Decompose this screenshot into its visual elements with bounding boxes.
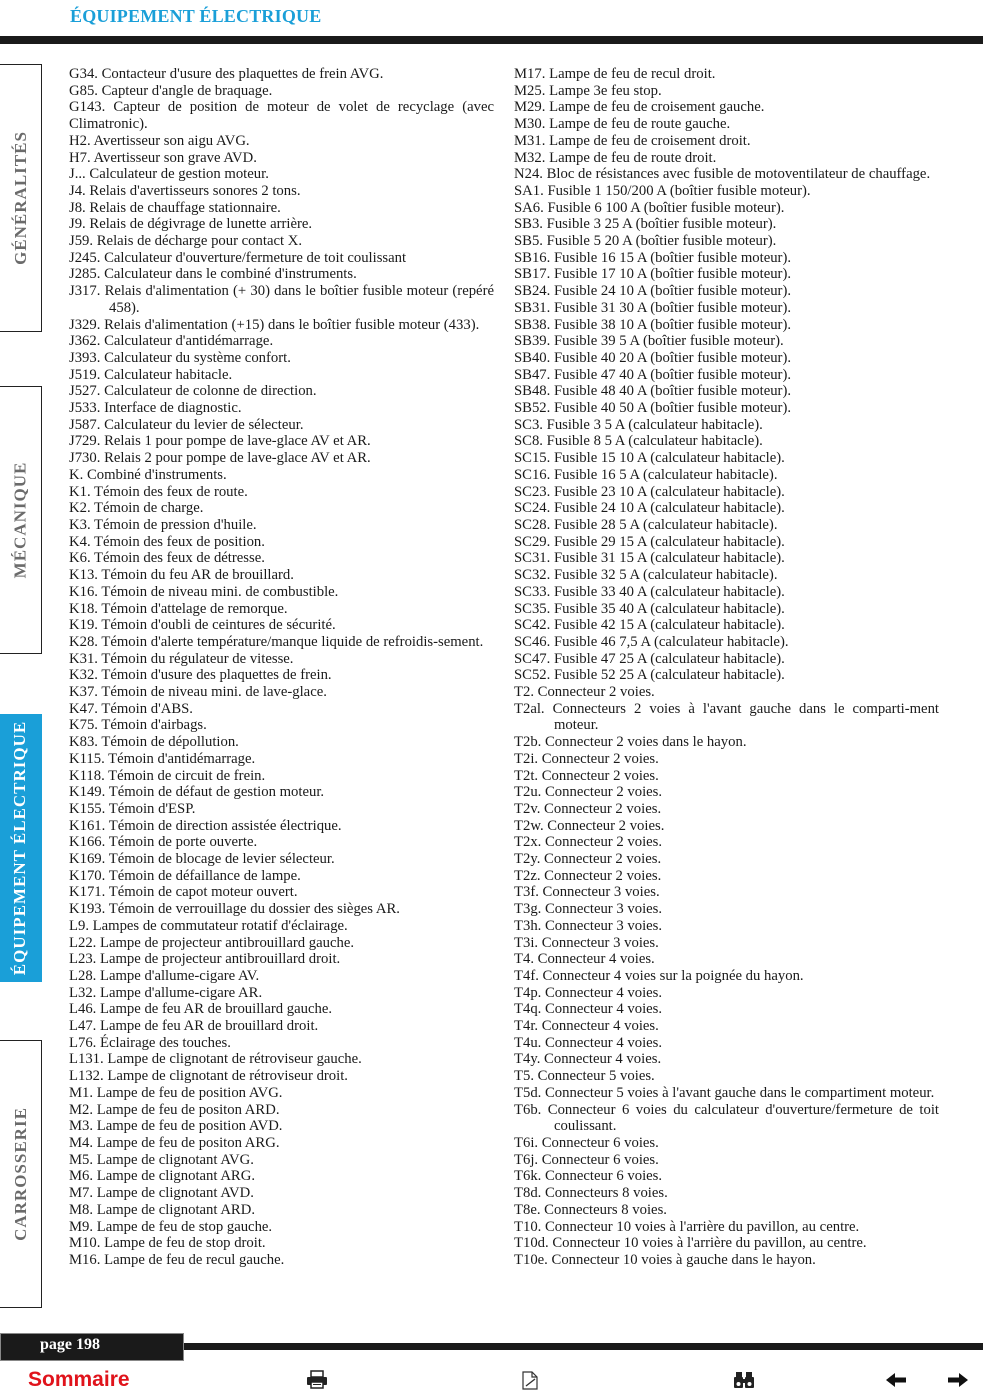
- legend-entry: T3f. Connecteur 3 voies.: [514, 884, 660, 901]
- legend-entry: T10e. Connecteur 10 voies à gauche dans le hayon.: [514, 1251, 816, 1268]
- legend-entry: K118. Témoin de circuit de frein.: [69, 767, 266, 784]
- legend-entry: J362. Calculateur d'antidémarrage.: [69, 333, 274, 350]
- legend-entry: T2i. Connecteur 2 voies.: [514, 750, 659, 767]
- legend-entry: T2y. Connecteur 2 voies.: [514, 851, 662, 868]
- legend-entry: K37. Témoin de niveau mini. de lave-glace.: [69, 684, 327, 701]
- legend-entry: J285. Calculateur dans le combiné d'instruments.: [69, 266, 357, 283]
- legend-entry: K155. Témoin d'ESP.: [69, 800, 196, 817]
- legend-entry: K170. Témoin de défaillance de lampe.: [69, 867, 301, 884]
- legend-entry: T4y. Connecteur 4 voies.: [514, 1051, 662, 1068]
- legend-entry: L22. Lampe de projecteur antibrouillard gauche.: [69, 934, 355, 951]
- legend-entry: SC32. Fusible 32 5 A (calculateur habitacle).: [514, 567, 778, 584]
- legend-entry: SC16. Fusible 16 5 A (calculateur habitacle).: [514, 466, 778, 483]
- legend-entry: L132. Lampe de clignotant de rétroviseur droit.: [69, 1068, 348, 1085]
- arrow-right-icon[interactable]: [946, 1370, 970, 1390]
- legend-entry: SC33. Fusible 33 40 A (calculateur habitacle).: [514, 583, 785, 600]
- legend-entry: J59. Relais de décharge pour contact X.: [69, 233, 303, 250]
- legend-entry: L47. Lampe de feu AR de brouillard droit.: [69, 1018, 319, 1035]
- legend-entry: K83. Témoin de dépollution.: [69, 734, 239, 751]
- legend-entry: M8. Lampe de clignotant ARD.: [69, 1201, 256, 1218]
- legend-entry: G85. Capteur d'angle de braquage.: [69, 82, 273, 99]
- legend-entry: T6k. Connecteur 6 voies.: [514, 1168, 663, 1185]
- legend-entry: SB5. Fusible 5 20 A (boîtier fusible moteur).: [514, 233, 777, 250]
- legend-entry: SB47. Fusible 47 40 A (boîtier fusible moteur).: [514, 366, 792, 383]
- legend-entry: K6. Témoin des feux de détresse.: [69, 550, 265, 567]
- legend-entry: K. Combiné d'instruments.: [69, 466, 227, 483]
- legend-entry: K149. Témoin de défaut de gestion moteur.: [69, 784, 325, 801]
- legend-entry: SC15. Fusible 15 10 A (calculateur habitacle).: [514, 450, 785, 467]
- print-icon[interactable]: [305, 1370, 329, 1390]
- legend-entry: G143. Capteur de position de moteur de volet de recyclage (avec Climatronic).: [69, 99, 494, 133]
- legend-entry: SB39. Fusible 39 5 A (boîtier fusible moteur).: [514, 333, 784, 350]
- legend-entry: J729. Relais 1 pour pompe de lave-glace AV et AR.: [69, 433, 371, 450]
- legend-entry: SC3. Fusible 3 5 A (calculateur habitacle).: [514, 416, 763, 433]
- legend-entry: T10. Connecteur 10 voies à l'arrière du pavillon, au centre.: [514, 1218, 860, 1235]
- legend-entry: M1. Lampe de feu de position AVG.: [69, 1084, 283, 1101]
- legend-entry: K19. Témoin d'oubli de ceintures de sécurité.: [69, 617, 336, 634]
- legend-entry: G34. Contacteur d'usure des plaquettes de frein AVG.: [69, 66, 384, 82]
- legend-entry: N24. Bloc de résistances avec fusible de motoventilateur de chauffage.: [514, 166, 931, 183]
- legend-entry: L28. Lampe d'allume-cigare AV.: [69, 967, 260, 984]
- legend-entry: SB16. Fusible 16 15 A (boîtier fusible moteur).: [514, 249, 792, 266]
- legend-entry: SC52. Fusible 52 25 A (calculateur habitacle).: [514, 667, 785, 684]
- legend-entry: J533. Interface de diagnostic.: [69, 400, 242, 417]
- tab-generalites-label: GÉNÉRALITÉS: [10, 131, 30, 265]
- legend-entry: L9. Lampes de commutateur rotatif d'éclairage.: [69, 917, 348, 934]
- legend-entry: SB48. Fusible 48 40 A (boîtier fusible moteur).: [514, 383, 792, 400]
- legend-entry: J730. Relais 2 pour pompe de lave-glace AV et AR.: [69, 450, 371, 467]
- section-title: ÉQUIPEMENT ÉLECTRIQUE: [70, 6, 322, 26]
- legend-entry: K4. Témoin des feux de position.: [69, 533, 265, 550]
- legend-entry: T8e. Connecteurs 8 voies.: [514, 1201, 667, 1218]
- legend-entry: SB17. Fusible 17 10 A (boîtier fusible moteur).: [514, 266, 792, 283]
- legend-entry: SB24. Fusible 24 10 A (boîtier fusible moteur).: [514, 283, 792, 300]
- legend-entry: K16. Témoin de niveau mini. de combustible.: [69, 583, 339, 600]
- legend-entry: L23. Lampe de projecteur antibrouillard droit.: [69, 951, 341, 968]
- top-divider-bar: [0, 36, 983, 44]
- legend-entry: K47. Témoin d'ABS.: [69, 700, 193, 717]
- legend-entry: SB40. Fusible 40 20 A (boîtier fusible moteur).: [514, 349, 792, 366]
- legend-entry: K75. Témoin d'airbags.: [69, 717, 207, 734]
- legend-entry: K115. Témoin d'antidémarrage.: [69, 750, 256, 767]
- legend-entry: M4. Lampe de feu de positon ARG.: [69, 1135, 280, 1151]
- legend-entry: T6j. Connecteur 6 voies.: [514, 1151, 659, 1168]
- legend-entry: SC23. Fusible 23 10 A (calculateur habitacle).: [514, 483, 785, 500]
- legend-entry: J8. Relais de chauffage stationnaire.: [69, 199, 281, 216]
- legend-entry: SC35. Fusible 35 40 A (calculateur habitacle).: [514, 600, 785, 617]
- legend-entry: M16. Lampe de feu de recul gauche.: [69, 1251, 285, 1268]
- legend-entry: T4u. Connecteur 4 voies.: [514, 1034, 663, 1051]
- legend-entry: SC42. Fusible 42 15 A (calculateur habitacle).: [514, 617, 785, 634]
- legend-entry: T5. Connecteur 5 voies.: [514, 1068, 655, 1085]
- legend-entry: SC46. Fusible 46 7,5 A (calculateur habitacle).: [514, 633, 789, 650]
- legend-entry: J4. Relais d'avertisseurs sonores 2 tons.: [69, 182, 301, 199]
- legend-entry: J... Calculateur de gestion moteur.: [69, 166, 269, 183]
- legend-entry: T2z. Connecteur 2 voies.: [514, 867, 662, 884]
- legend-entry: J519. Calculateur habitacle.: [69, 366, 233, 383]
- legend-entry: K18. Témoin d'attelage de remorque.: [69, 600, 288, 617]
- legend-column-left: [69, 66, 494, 1269]
- legend-entry: T4. Connecteur 4 voies.: [514, 951, 655, 968]
- legend-entry: T2. Connecteur 2 voies.: [514, 684, 655, 701]
- tab-carrosserie[interactable]: [0, 1040, 42, 1308]
- legend-entry: K32. Témoin d'usure des plaquettes de frein.: [69, 667, 332, 684]
- legend-entry: M30. Lampe de feu de route gauche.: [514, 116, 731, 133]
- legend-entry: T2al. Connecteurs 2 voies à l'avant gauche dans le comparti-ment moteur.: [514, 700, 939, 734]
- legend-entry: J587. Calculateur du levier de sélecteur.: [69, 416, 304, 433]
- document-icon[interactable]: [518, 1370, 542, 1390]
- legend-entry: M29. Lampe de feu de croisement gauche.: [514, 99, 765, 116]
- legend-entry: J245. Calculateur d'ouverture/fermeture de toit coulissant: [69, 249, 407, 266]
- legend-entry: T2u. Connecteur 2 voies.: [514, 784, 663, 801]
- legend-entry: T3h. Connecteur 3 voies.: [514, 917, 663, 934]
- legend-entry: K2. Témoin de charge.: [69, 500, 204, 517]
- legend-entry: SC29. Fusible 29 15 A (calculateur habitacle).: [514, 533, 785, 550]
- legend-entry: M32. Lampe de feu de route droit.: [514, 149, 717, 166]
- legend-entry: T5d. Connecteur 5 voies à l'avant gauche dans le compartiment moteur.: [514, 1084, 935, 1101]
- legend-entry: SC28. Fusible 28 5 A (calculateur habitacle).: [514, 516, 778, 533]
- tab-generalites[interactable]: [0, 64, 42, 332]
- legend-entry: J527. Calculateur de colonne de direction.: [69, 383, 317, 400]
- legend-entry: T2v. Connecteur 2 voies.: [514, 800, 662, 817]
- legend-entry: SB38. Fusible 38 10 A (boîtier fusible moteur).: [514, 316, 792, 333]
- tab-equipement-electrique[interactable]: [0, 714, 42, 982]
- legend-entry: M7. Lampe de clignotant AVD.: [69, 1185, 254, 1202]
- legend-entry: J393. Calculateur du système confort.: [69, 349, 291, 366]
- legend-entry: K193. Témoin de verrouillage du dossier des sièges AR.: [69, 901, 400, 918]
- legend-entry: T2x. Connecteur 2 voies.: [514, 834, 663, 851]
- legend-entry: M9. Lampe de feu de stop gauche.: [69, 1218, 273, 1235]
- legend-entry: J9. Relais de dégivrage de lunette arrière.: [69, 216, 313, 233]
- legend-entry: SA6. Fusible 6 100 A (boîtier fusible moteur).: [514, 199, 785, 216]
- legend-entry: K166. Témoin de porte ouverte.: [69, 834, 258, 851]
- legend-entry: T2t. Connecteur 2 voies.: [514, 767, 659, 784]
- tab-mecanique-label: MÉCANIQUE: [10, 461, 30, 579]
- legend-entry: H2. Avertisseur son aigu AVG.: [69, 132, 250, 149]
- legend-entry: SB52. Fusible 40 50 A (boîtier fusible moteur).: [514, 400, 792, 417]
- legend-entry: M31. Lampe de feu de croisement droit.: [514, 132, 751, 149]
- legend-column-right: [514, 66, 939, 1269]
- legend-entry: K1. Témoin des feux de route.: [69, 483, 248, 500]
- legend-entry: J317. Relais d'alimentation (+ 30) dans le boîtier fusible moteur (repéré 458).: [69, 283, 494, 316]
- tab-carrosserie-label: CARROSSERIE: [10, 1107, 30, 1241]
- arrow-left-icon[interactable]: [884, 1370, 908, 1390]
- legend-entry: T4q. Connecteur 4 voies.: [514, 1001, 663, 1018]
- legend-entry: L32. Lampe d'allume-cigare AR.: [69, 984, 263, 1001]
- legend-entry: K28. Témoin d'alerte température/manque liquide de refroidis-sement.: [69, 633, 484, 650]
- legend-entry: SA1. Fusible 1 150/200 A (boîtier fusible moteur).: [514, 182, 811, 199]
- legend-entry: M10. Lampe de feu de stop droit.: [69, 1235, 266, 1252]
- legend-entry: SC8. Fusible 8 5 A (calculateur habitacle).: [514, 433, 763, 450]
- page-number: page 198: [40, 1336, 100, 1353]
- legend-entry: T6b. Connecteur 6 voies du calculateur d'ouverture/fermeture de toit coulissant.: [514, 1101, 939, 1135]
- legend-entry: K171. Témoin de capot moteur ouvert.: [69, 884, 298, 901]
- legend-entry: L131. Lampe de clignotant de rétroviseur gauche.: [69, 1051, 362, 1068]
- legend-entry: M3. Lampe de feu de position AVD.: [69, 1118, 283, 1135]
- tab-mecanique[interactable]: [0, 386, 42, 654]
- legend-entry: T6i. Connecteur 6 voies.: [514, 1135, 659, 1151]
- legend-entry: T4p. Connecteur 4 voies.: [514, 984, 663, 1001]
- legend-entry: SB3. Fusible 3 25 A (boîtier fusible moteur).: [514, 216, 777, 233]
- legend-entry: SC47. Fusible 47 25 A (calculateur habitacle).: [514, 650, 785, 667]
- legend-entry: K3. Témoin de pression d'huile.: [69, 516, 257, 533]
- legend-entry: T2w. Connecteur 2 voies.: [514, 817, 665, 834]
- legend-entry: M2. Lampe de feu de positon ARD.: [69, 1101, 280, 1118]
- legend-entry: K31. Témoin du régulateur de vitesse.: [69, 650, 294, 667]
- legend-entry: T8d. Connecteurs 8 voies.: [514, 1185, 668, 1202]
- legend-entry: K13. Témoin du feu AR de brouillard.: [69, 567, 294, 584]
- legend-entry: M5. Lampe de clignotant AVG.: [69, 1151, 254, 1168]
- legend-entry: L46. Lampe de feu AR de brouillard gauche.: [69, 1001, 333, 1018]
- legend-entry: J329. Relais d'alimentation (+15) dans le boîtier fusible moteur (433).: [69, 316, 480, 333]
- legend-entry: M17. Lampe de feu de recul droit.: [514, 66, 716, 82]
- legend-entry: SC24. Fusible 24 10 A (calculateur habitacle).: [514, 500, 785, 517]
- tab-equipement-electrique-label: ÉQUIPEMENT ÉLECTRIQUE: [10, 720, 30, 976]
- legend-entry: H7. Avertisseur son grave AVD.: [69, 149, 257, 166]
- legend-entry: L76. Éclairage des touches.: [69, 1034, 231, 1051]
- legend-entry: K161. Témoin de direction assistée électrique.: [69, 817, 342, 834]
- legend-entry: T10d. Connecteur 10 voies à l'arrière du pavillon, au centre.: [514, 1235, 867, 1252]
- legend-entry: K169. Témoin de blocage de levier sélecteur.: [69, 851, 335, 868]
- legend-entry: T3i. Connecteur 3 voies.: [514, 934, 659, 951]
- legend-entry: SB31. Fusible 31 30 A (boîtier fusible moteur).: [514, 299, 792, 316]
- legend-entry: T2b. Connecteur 2 voies dans le hayon.: [514, 734, 747, 751]
- legend-entry: M25. Lampe 3e feu stop.: [514, 82, 662, 99]
- legend-entry: T4f. Connecteur 4 voies sur la poignée du hayon.: [514, 967, 804, 984]
- legend-entry: M6. Lampe de clignotant ARG.: [69, 1168, 256, 1185]
- sommaire-link[interactable]: Sommaire: [28, 1368, 130, 1391]
- legend-entry: T3g. Connecteur 3 voies.: [514, 901, 663, 918]
- binoculars-icon[interactable]: [732, 1370, 756, 1390]
- legend-entry: T4r. Connecteur 4 voies.: [514, 1018, 659, 1035]
- legend-entry: SC31. Fusible 31 15 A (calculateur habitacle).: [514, 550, 785, 567]
